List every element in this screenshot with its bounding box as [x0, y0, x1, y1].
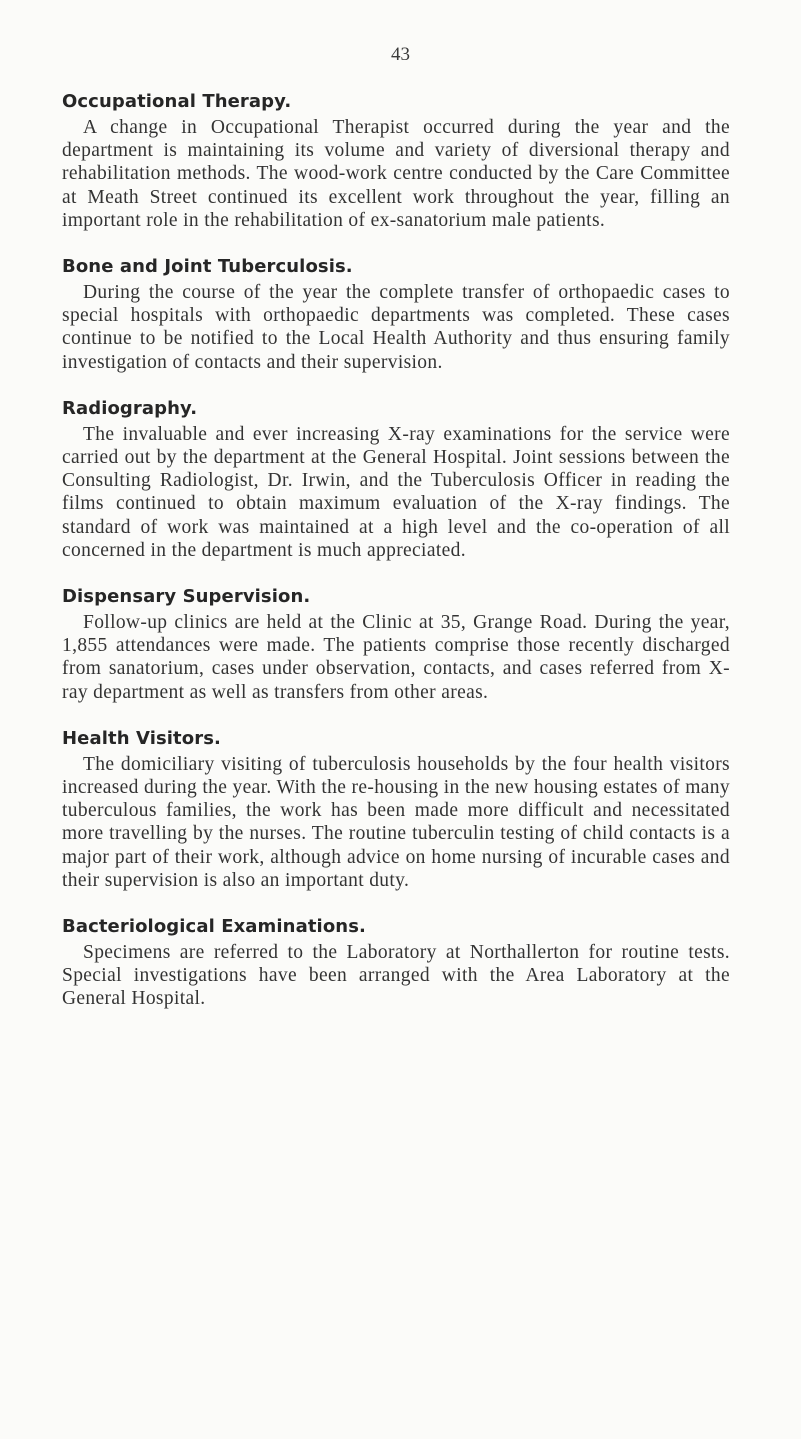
section-health-visitors	[62, 725, 730, 892]
section-bone-and-joint-tuberculosis	[62, 253, 730, 374]
section-paragraph: The domiciliary visiting of tuberculosis households by the four health visitors increased during the year. With the re-housing in the new housing estates of many tuberculous families, the work has been made more difficult and necessitated more travelling by the nurses. The routine tuberculin testing of child contacts is a major part of their work, although advice on home nursing of incurable cases and their supervision is also an important duty.	[62, 753, 730, 891]
section-heading: Health Visitors.	[62, 727, 221, 749]
section-dispensary-supervision	[62, 583, 730, 704]
section-occupational-therapy	[62, 88, 730, 232]
section-bacteriological-examinations	[62, 913, 730, 1011]
section-paragraph: Specimens are referred to the Laboratory at Northallerton for routine tests. Special investigations have been arranged with the Area Laboratory at the General Hospital.	[62, 942, 730, 1010]
section-paragraph: Follow-up clinics are held at the Clinic at 35, Grange Road. During the year, 1,855 attendances were made. The patients comprise those recently discharged from sanatorium, cases under observation, contacts, and cases referred from X-ray department as well as transfers from other areas.	[62, 612, 730, 703]
page-number: 43	[391, 44, 410, 65]
section-heading: Bacteriological Examinations.	[62, 916, 366, 938]
section-heading: Bone and Joint Tuberculosis.	[62, 256, 353, 278]
section-heading: Radiography.	[62, 397, 198, 419]
section-radiography	[62, 395, 730, 562]
section-heading: Occupational Therapy.	[62, 91, 292, 112]
document-body	[62, 88, 730, 1032]
section-paragraph: A change in Occupational Therapist occurred during the year and the department is maintaining its volume and variety of diversional therapy and rehabilitation methods. The wood-work centre conducted by the Care Committee at Meath Street continued its excellent work throughout the year, filling an important role in the rehabilitation of ex-sanatorium male patients.	[62, 117, 730, 231]
section-paragraph: During the course of the year the complete transfer of orthopaedic cases to special hospitals with orthopaedic departments was completed. These cases continue to be notified to the Local Health Authority and thus ensuring family investigation of contacts and their supervision.	[62, 282, 730, 373]
section-heading: Dispensary Supervision.	[62, 586, 311, 608]
section-paragraph: The invaluable and ever increasing X-ray examinations for the service were carried out by the department at the General Hospital. Joint sessions between the Consulting Radiologist, Dr. Irwin, and the Tuberculosis Officer in reading the films continued to obtain maximum evaluation of the X-ray findings. The standard of work was maintained at a high level and the co-operation of all concerned in the department is much appreciated.	[62, 423, 730, 561]
